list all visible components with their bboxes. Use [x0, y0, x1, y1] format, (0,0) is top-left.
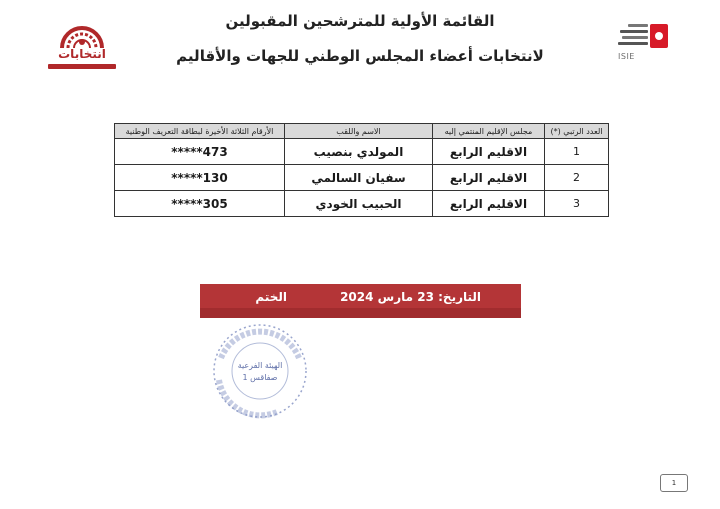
- column-header-id-digits: الأرقام الثلاثة الأخيرة لبطاقة التعريف الوطنية: [115, 124, 285, 139]
- official-stamp: [207, 318, 313, 424]
- candidates-table: [114, 123, 609, 217]
- document-date: التاريخ: 23 مارس 2024: [340, 290, 481, 304]
- stamp-seal-icon: [207, 318, 313, 424]
- column-header-region: مجلس الإقليم المنتمي إليه: [433, 124, 545, 139]
- row-region: الاقليم الرابع: [433, 165, 545, 191]
- tunisia-flag-icon: [650, 24, 668, 48]
- table-header-row: [115, 124, 609, 139]
- row-id-digits: *****305: [115, 191, 285, 217]
- banner-shade: [200, 308, 521, 318]
- logo-tagline-bar: [48, 64, 116, 69]
- row-name: المولدي بنصيب: [285, 139, 433, 165]
- row-region: الاقليم الرابع: [433, 139, 545, 165]
- logo-wordmark: انتخابات: [58, 47, 106, 61]
- row-number: 3: [545, 191, 609, 217]
- seal-label: الختم: [255, 290, 287, 304]
- table-row: [115, 191, 609, 217]
- row-number: 1: [545, 139, 609, 165]
- elections-logo: [48, 18, 116, 74]
- document-title: القائمة الأولية للمترشحين المقبولين: [225, 12, 495, 30]
- date-seal-banner: [200, 284, 521, 318]
- parliament-dome-icon: [48, 18, 116, 50]
- table-row: [115, 139, 609, 165]
- isie-logo-text-lines: [614, 24, 648, 48]
- page-number: 1: [660, 474, 688, 492]
- document-subtitle: لانتخابات أعضاء المجلس الوطني للجهات والأقاليم: [176, 47, 544, 65]
- isie-logo: [614, 20, 676, 62]
- stamp-text-2: صفاقس 1: [242, 373, 278, 382]
- row-id-digits: *****130: [115, 165, 285, 191]
- column-header-name: الاسم واللقب: [285, 124, 433, 139]
- column-header-number: العدد الرتبي (*): [545, 124, 609, 139]
- row-name: سفيان السالمي: [285, 165, 433, 191]
- row-region: الاقليم الرابع: [433, 191, 545, 217]
- stamp-text-1: الهيئة الفرعية: [237, 361, 283, 370]
- table-row: [115, 165, 609, 191]
- isie-acronym: ISIE: [618, 52, 635, 61]
- row-number: 2: [545, 165, 609, 191]
- row-id-digits: *****473: [115, 139, 285, 165]
- row-name: الحبيب الخودي: [285, 191, 433, 217]
- candidates-table-wrapper: [114, 123, 608, 217]
